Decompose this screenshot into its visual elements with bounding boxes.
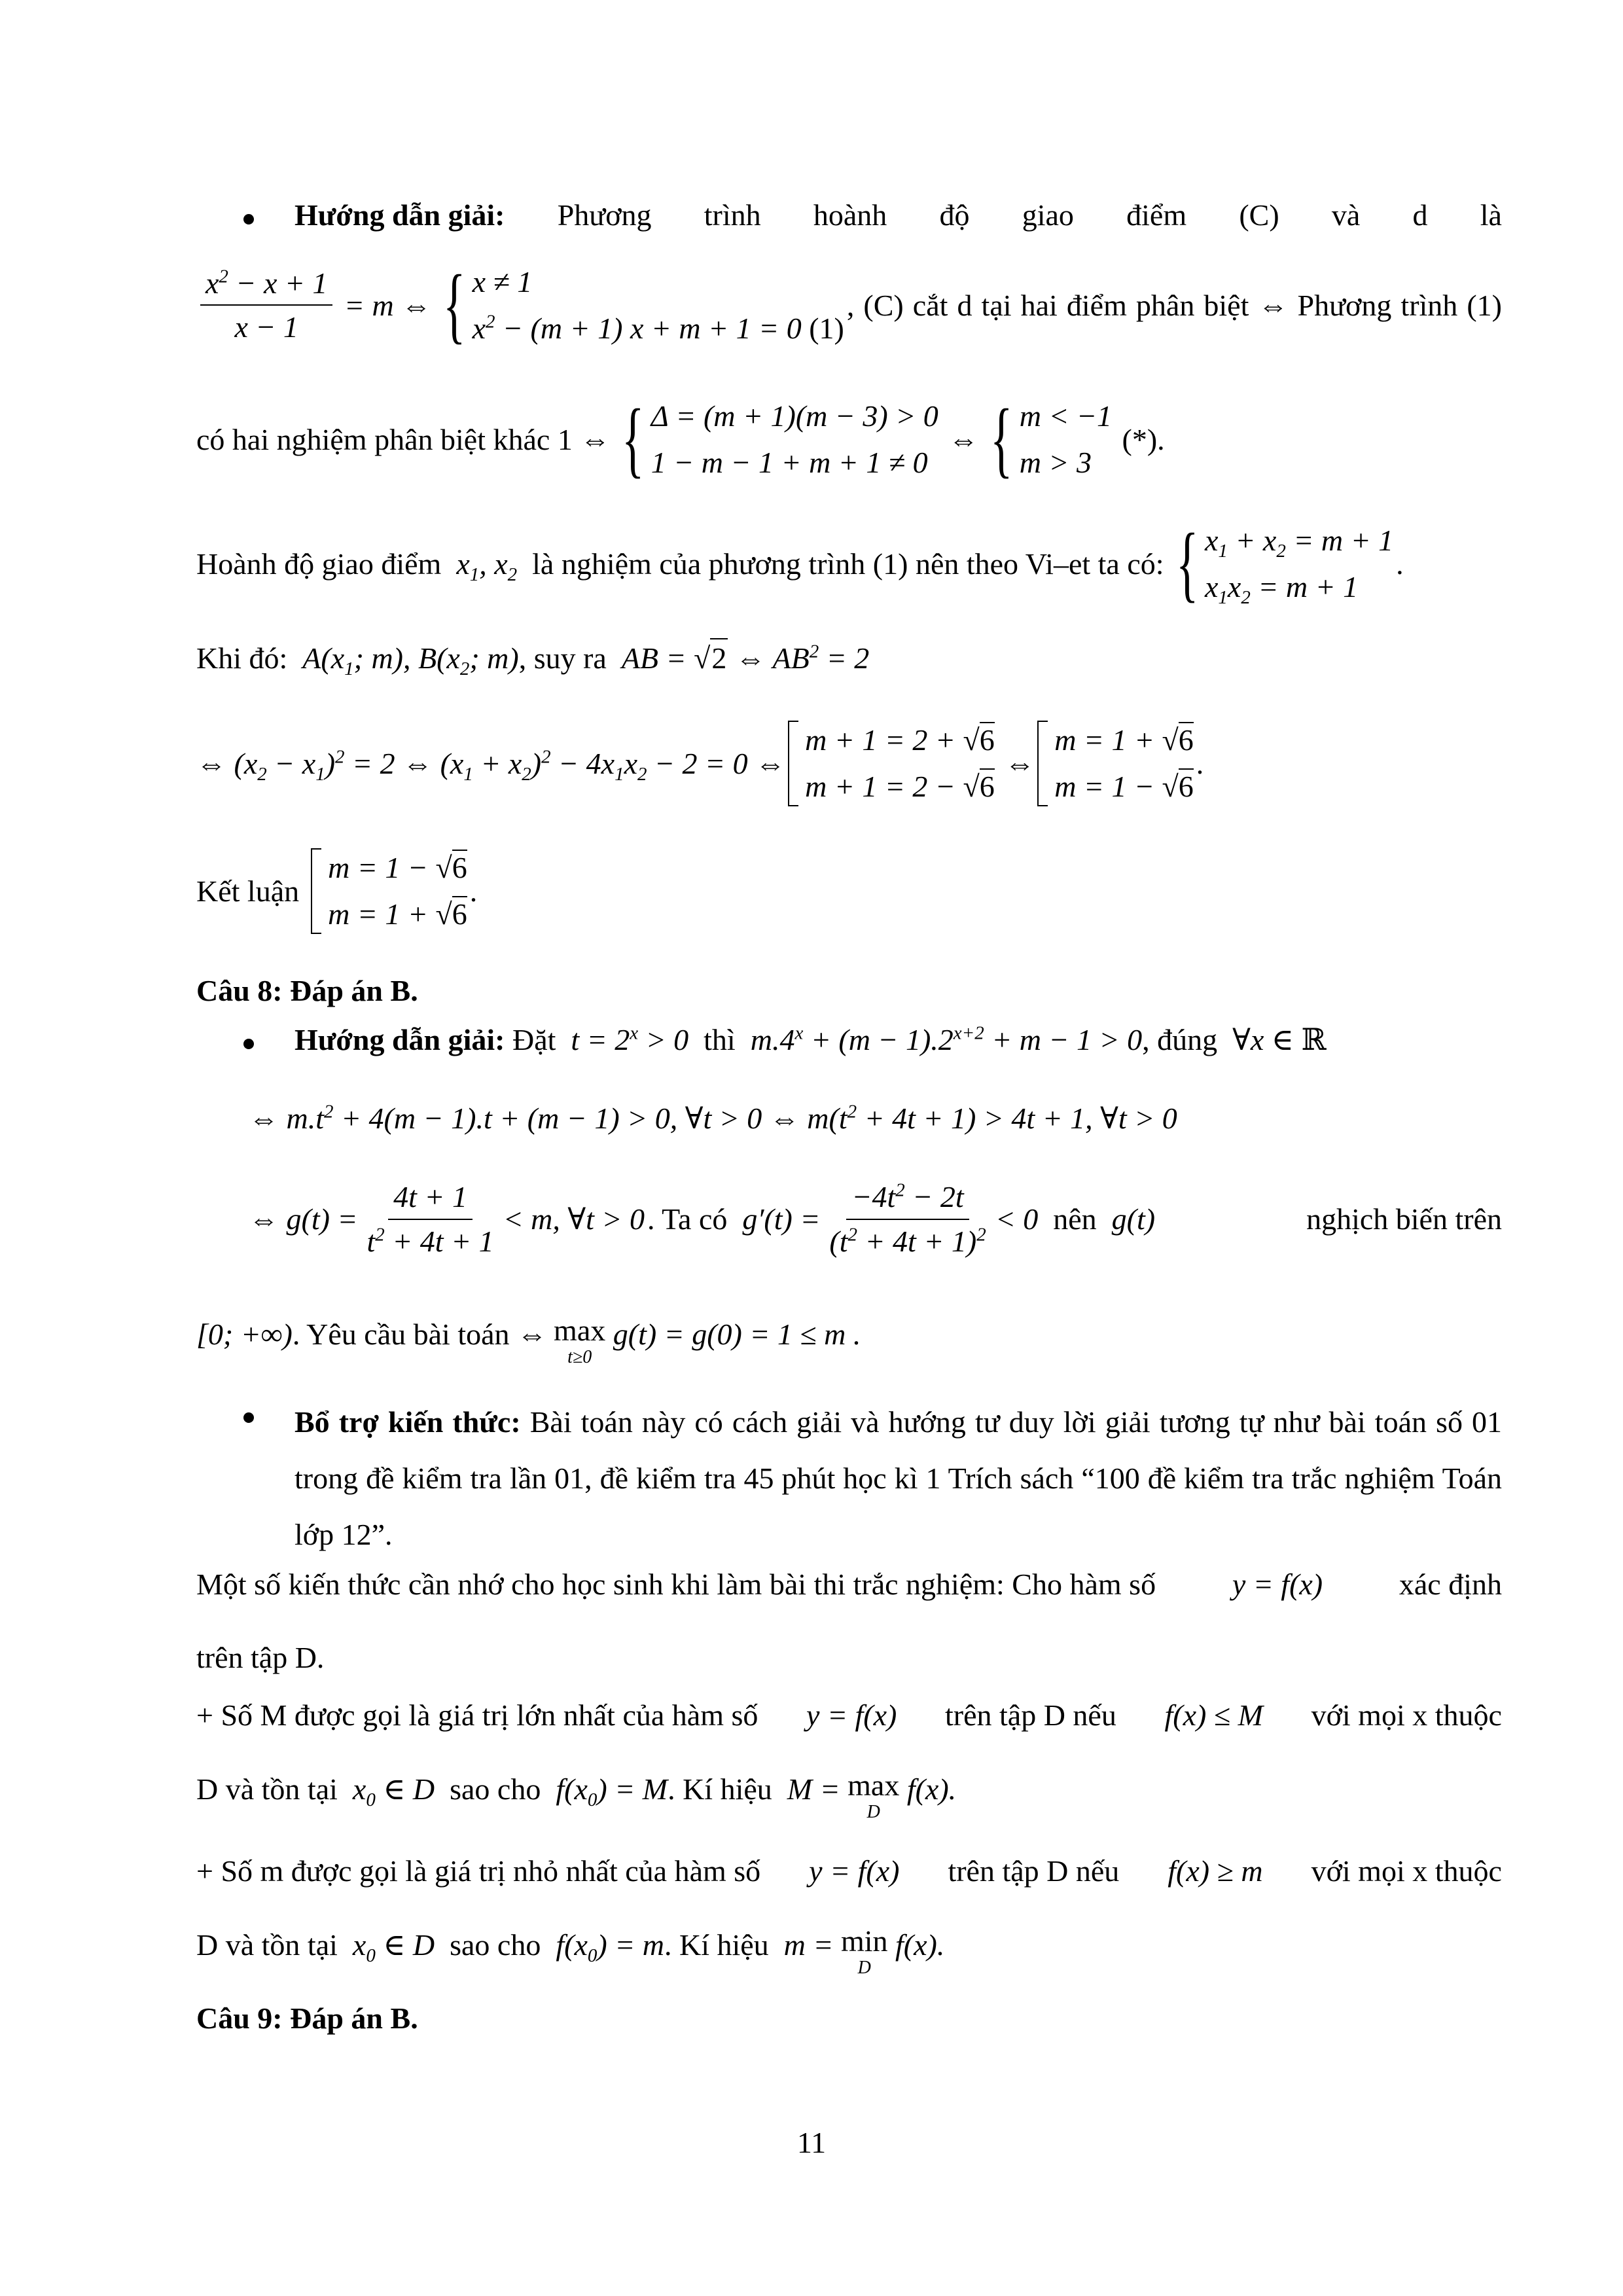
hd1-line6: ⇔ $(x_2 - x_1)^2 = 2$ ⇔ $(x_1 + x_2)^2 - 4x_1x_2 - 2 = 0$ ⇔ m + 1 = 2 + √6 m + 1 = 2 − √6 ⇔ m = 1 + √6 m = 1 − √6 . bbox=[196, 717, 1502, 810]
p2-line1: + Số M được gọi là giá trị lớn nhất của hàm số y = f(x) trên tập D nếu f(x) ≤ M với mọi x thuộc bbox=[196, 1696, 1502, 1734]
word: Phương bbox=[557, 198, 652, 232]
hd1-line3-text: có hai nghiệm phân biệt khác 1 ⇔ bbox=[196, 422, 611, 456]
system: { $x_1 + x_2 = m + 1$ $x_1x_2 = m + 1$ bbox=[1175, 516, 1394, 611]
system: { Δ = (m + 1)(m − 3) > 0 1 − m − 1 + m + 1 ≠ 0 bbox=[622, 392, 938, 487]
word: điểm bbox=[1126, 198, 1187, 232]
hd1-line1 bbox=[294, 196, 1502, 234]
yeucau-text: . Yêu cầu bài toán ⇔ bbox=[292, 1318, 548, 1351]
word: và bbox=[1331, 198, 1361, 232]
max-operator: max D bbox=[847, 1768, 900, 1822]
system: { m < −1 m > 3 bbox=[990, 392, 1112, 487]
bo-tro-label: Bổ trợ kiến thức: bbox=[294, 1405, 521, 1439]
cau8-bo-tro bbox=[294, 1394, 1502, 1563]
cau8-line2: ⇔ $m.t^2 + 4(m - 1).t + (m - 1) > 0$, ∀t > 0 ⇔ $m(t^2 + 4t + 1) > 4t + 1$, ∀t > 0 bbox=[249, 1101, 1177, 1135]
hd1-equation-line: $\frac{x^2 - x + 1}{x - 1}$ = m ⇔ { x ≠ 1 $x^2 - (m + 1) x + m + 1 = 0$ (1) , (C) cắt d tại hai điểm phân biệt ⇔ Phương trình (1) bbox=[196, 259, 1502, 352]
hd1-line4-mid: là nghiệm của phương trình (1) nên theo Vi–et ta có: bbox=[532, 547, 1164, 581]
cau8-hd-text1: Đặt bbox=[512, 1023, 556, 1056]
bracket-system: m = 1 − √6 m = 1 + √6 bbox=[302, 844, 467, 938]
bracket-system: m + 1 = 2 + √6 m + 1 = 2 − √6 bbox=[788, 717, 995, 810]
hd1-line5-text: Khi đó: bbox=[196, 641, 288, 675]
p2a-text: + Số M được gọi là giá trị lớn nhất của hàm số bbox=[196, 1698, 758, 1732]
word: là bbox=[1480, 198, 1502, 232]
p2c-text: với mọi x thuộc bbox=[1311, 1698, 1502, 1732]
fraction: $\frac{4t + 1}{t^2 + 4t + 1}$ bbox=[361, 1178, 499, 1260]
p2-line2: D và tồn tại $x_0$ ∈ D sao cho $f(x_0) = M$ . Kí hiệu M = max D f(x). bbox=[196, 1768, 957, 1822]
word: độ bbox=[939, 198, 970, 232]
nen-text: nên bbox=[1053, 1202, 1097, 1236]
hd1-conclusion: Kết luận m = 1 − √6 m = 1 + √6 . bbox=[196, 844, 1502, 938]
min-operator: min D bbox=[840, 1924, 888, 1978]
cau9-title: Câu 9: Đáp án B. bbox=[196, 2001, 418, 2035]
p2d-text: D và tồn tại bbox=[196, 1772, 338, 1806]
bullet-icon bbox=[243, 1412, 254, 1423]
word: trình bbox=[704, 198, 761, 232]
cau8-hd-text3: , đúng bbox=[1142, 1023, 1218, 1056]
hd1-line5: Khi đó: $A(x_1$; m), $B(x_2$; m), suy ra AB = √ 2 ⇔ $AB^2 = 2$ bbox=[196, 638, 1502, 677]
fraction: $\frac{-4t^2 - 2t}{(t^2 + 4t + 1)^2}$ bbox=[824, 1178, 991, 1260]
cau8-hd-line1: Hướng dẫn giải: Đặt $t = 2^x > 0$ thì $m.4^x + (m - 1).2^{x+2} + m - 1 > 0$, đúng ∀x ∈ ℝ bbox=[294, 1022, 1327, 1056]
p2b-text: trên tập D nếu bbox=[945, 1698, 1116, 1732]
p3d-text: D và tồn tại bbox=[196, 1928, 338, 1962]
p3b-text: trên tập D nếu bbox=[948, 1854, 1120, 1888]
hd1-line3: có hai nghiệm phân biệt khác 1 ⇔ { Δ = (m + 1)(m − 3) > 0 1 − m − 1 + m + 1 ≠ 0 ⇔ { m < −1 m > 3 (*). bbox=[196, 392, 1165, 487]
hd1-line4: Hoành độ giao điểm $x_1$, $x_2$ là nghiệm của phương trình (1) nên theo Vi–et ta có: { $x_1 + x_2 = m + 1$ $x_1x_2 = m + 1$ . bbox=[196, 516, 1404, 611]
p3-line1: + Số m được gọi là giá trị nhỏ nhất của hàm số y = f(x) trên tập D nếu f(x) ≥ m với mọi x thuộc bbox=[196, 1852, 1502, 1890]
word: giao bbox=[1022, 198, 1074, 232]
p2e-text: sao cho bbox=[450, 1772, 541, 1806]
conclusion-label: Kết luận bbox=[196, 874, 300, 908]
p3a-text: + Số m được gọi là giá trị nhỏ nhất của hàm số bbox=[196, 1854, 761, 1888]
bullet-icon bbox=[243, 214, 254, 224]
cau8-hd-text2: thì bbox=[704, 1023, 736, 1056]
taco-text: . Ta có bbox=[647, 1202, 728, 1236]
nghich-bien-text: nghịch biến trên bbox=[1306, 1202, 1502, 1236]
p3e-text: sao cho bbox=[450, 1928, 541, 1962]
p3c-text: với mọi x thuộc bbox=[1311, 1854, 1502, 1888]
page-number: 11 bbox=[796, 2126, 827, 2159]
system: { x ≠ 1 $x^2 - (m + 1) x + m + 1 = 0$ (1) bbox=[443, 258, 844, 353]
bo-tro-text: Bài toán này có cách giải và hướng tư duy lời giải tương tự như bài toán số 01 trong đề kiểm tra lần 01, đề kiểm tra 45 phút học kì 1 Trích sách “100 đề kiểm tra trắc nghiệm Toán lớp 12”. bbox=[294, 1405, 1503, 1551]
p1a-text: Một số kiến thức cần nhớ cho học sinh khi làm bài thi trắc nghiệm: Cho hàm số bbox=[196, 1568, 1156, 1601]
p1-line1: Một số kiến thức cần nhớ cho học sinh khi làm bài thi trắc nghiệm: Cho hàm số y = f(x) xác định bbox=[196, 1566, 1502, 1604]
hd1-line5-mid: , suy ra bbox=[518, 641, 607, 675]
cau8-title: Câu 8: Đáp án B. bbox=[196, 974, 418, 1007]
p2f-text: . Kí hiệu bbox=[668, 1772, 772, 1806]
p3f-text: . Kí hiệu bbox=[664, 1928, 769, 1962]
word: (C) bbox=[1239, 198, 1279, 232]
word: hoành bbox=[813, 198, 887, 232]
bracket-system: m = 1 + √6 m = 1 − √6 bbox=[1037, 717, 1194, 810]
max-operator: max t≥0 bbox=[554, 1314, 606, 1367]
hd1-sys-text: , (C) cắt d tại hai điểm phân biệt ⇔ Phương trình (1) bbox=[846, 288, 1502, 322]
word: d bbox=[1412, 198, 1428, 232]
cau8-line3: ⇔ g(t) = $\frac{4t + 1}{t^2 + 4t + 1}$ < m, ∀t > 0 . Ta có g′(t) = $\frac{-4t^2 - 2t}{(t^2 + 4t + 1)^2}$ < 0 nên g(t) nghịch biến trên bbox=[249, 1178, 1502, 1260]
fraction: $\frac{x^2 - x + 1}{x - 1}$ bbox=[200, 264, 332, 346]
hd1-label: Hướng dẫn giải: bbox=[294, 198, 505, 232]
p1-line2: trên tập D. bbox=[196, 1641, 325, 1674]
hd1-line4-text: Hoành độ giao điểm bbox=[196, 547, 442, 581]
bullet-icon bbox=[243, 1039, 254, 1049]
cau8-hd-label: Hướng dẫn giải: bbox=[294, 1023, 505, 1056]
p3-line2: D và tồn tại $x_0$ ∈ D sao cho $f(x_0) = m$ . Kí hiệu m = min D f(x). bbox=[196, 1924, 945, 1978]
cau8-line4: [0; +∞) . Yêu cầu bài toán ⇔ max t≥0 g(t) = g(0) = 1 ≤ m . bbox=[196, 1314, 861, 1367]
